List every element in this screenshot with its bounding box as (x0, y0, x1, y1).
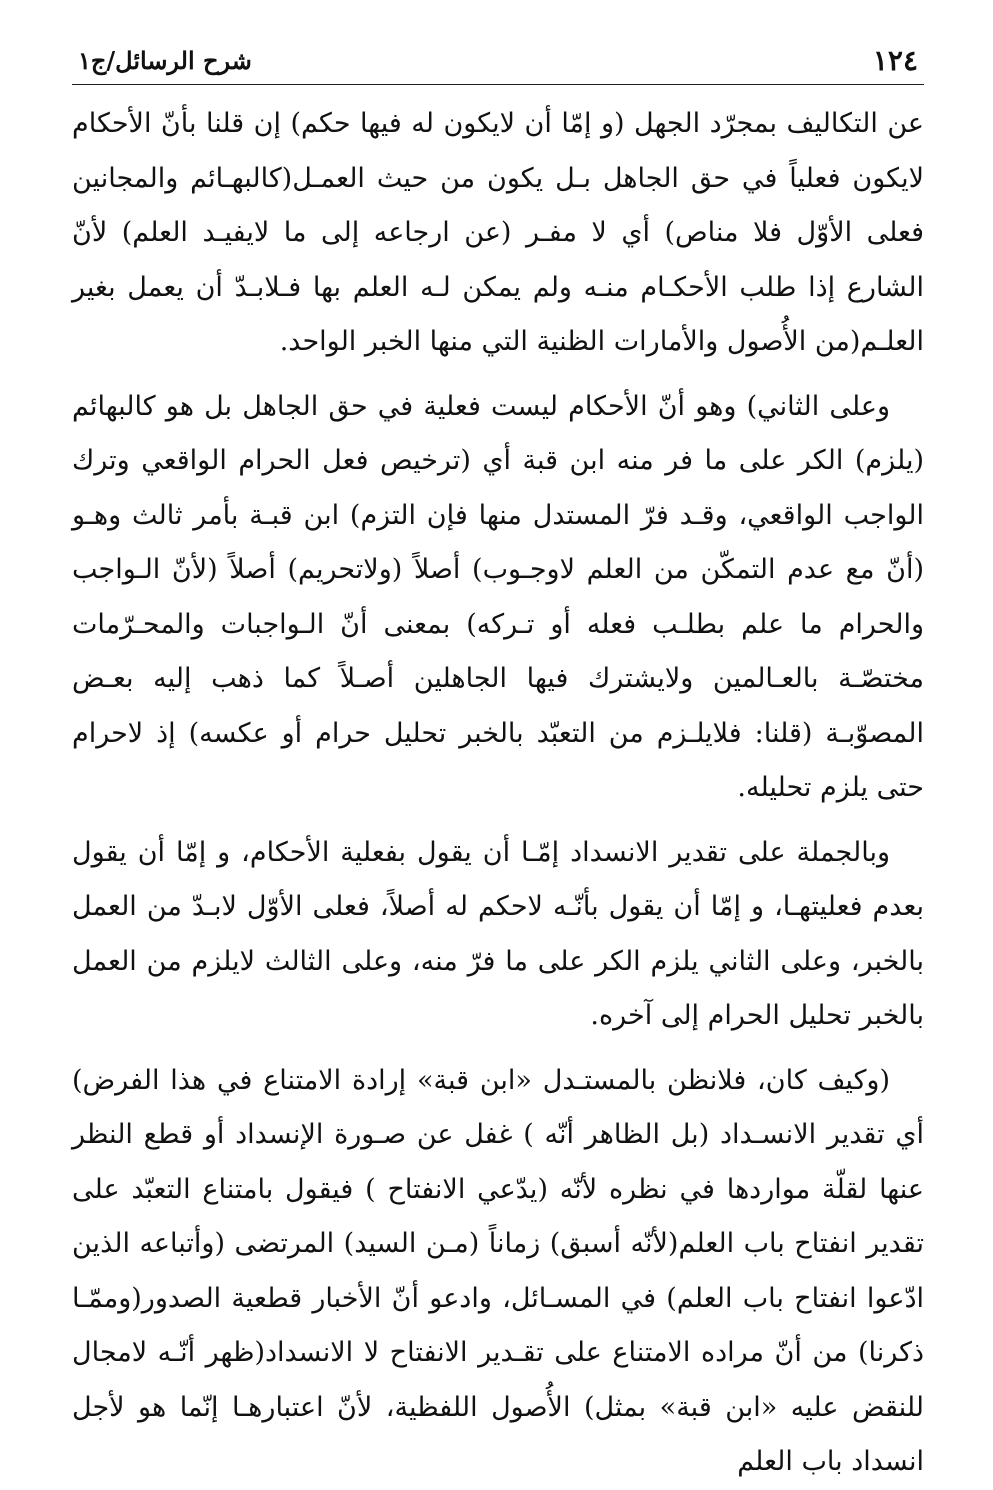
paragraph: وبالجملة على تقدير الانسداد إمّـا أن يقول بفعلية الأحكام، و إمّا أن يقول بعدم فعليتهـا، و إمّا أن يقول بأنّـه لاحكم له أصلاً، فعلى الأوّل لابـدّ من العمل بالخبر، وعلى الثاني يلزم الكر على ما فرّ منه، وعلى الثالث لايلزم من العمل بالخبر تحليل الحرام إلى آخره. (72, 836, 924, 1031)
running-title: شرح الرسائل/ج١ (78, 46, 252, 75)
body-text (72, 97, 924, 1490)
paragraph: عن التكاليف بمجرّد الجهل (و إمّا أن لايكون له فيها حكم) إن قلنا بأنّ الأحكام لايكون فعلياً في حق الجاهل بـل يكون من حيث العمـل(كالبهـائم والمجانين فعلى الأوّل فلا مناص) أي لا مفـر (عن ارجاعه إلى ما لايفيـد العلم) لأنّ الشارع إذا طلب الأحكـام منـه ولم يمكن لـه العلم بها فـلابـدّ أن يعمل بغير العلـم(من الأُصول والأمارات الظنية التي منها الخبر الواحد. (72, 108, 924, 357)
document-page (72, 40, 925, 1477)
paragraph: وعلى الثاني) وهو أنّ الأحكام ليست فعلية في حق الجاهل بل هو كالبهائم (يلزم) الكر على ما فر منه ابن قبة أي (ترخيص فعل الحرام الواقعي وترك الواجب الواقعي، وقـد فرّ المستدل منها فإن التزم) ابن قبـة بأمر ثالث وهـو (أنّ مع عدم التمكّن من العلم لاوجـوب) أصلاً (ولاتحريم) أصلاً (لأنّ الـواجب والحرام ما علم بطلـب فعله أو تـركه) بمعنى أنّ الـواجبات والمحـرّمات مختصّـة بالعـالمين ولايشترك فيها الجاهلين أصـلاً كما ذهب إليه بعـض المصوّبـة (قلنا: فلايلـزم من التعبّد بالخبر تحليل حرام أو عكسه) إذ لاحرام حتى يلزم تحليله. (72, 390, 925, 803)
page-header (72, 40, 924, 85)
paragraph: (وكيف كان، فلانظن بالمستـدل «ابن قبة» إرادة الامتناع في هذا الفرض) أي تقدير الانسـداد (بل الظاهر أنّه ) غفل عن صـورة الإنسداد أو قطع النظر عنها لقلّة مواردها في نظره لأنّه (يدّعي الانفتاح ) فيقول بامتناع التعبّد على تقدير انفتاح باب العلم(لأنّه أسبق) زماناً (مـن السيد) المرتضى (وأتباعه الذين ادّعوا انفتاح باب العلم) في المسـائل، وادعو أنّ الأخبار قطعية الصدور(وممّـا ذكرنا) من أنّ مراده الامتناع على تقـدير الانفتاح لا الانسداد(ظهر أنّـه لامجال للنقض عليه «ابن قبة» بمثل) الأُصول اللفظية، لأنّ اعتبارهـا إنّما هو لأجل انسداد باب العلم (72, 1064, 924, 1477)
page-number: ١٢٤ (872, 44, 918, 77)
